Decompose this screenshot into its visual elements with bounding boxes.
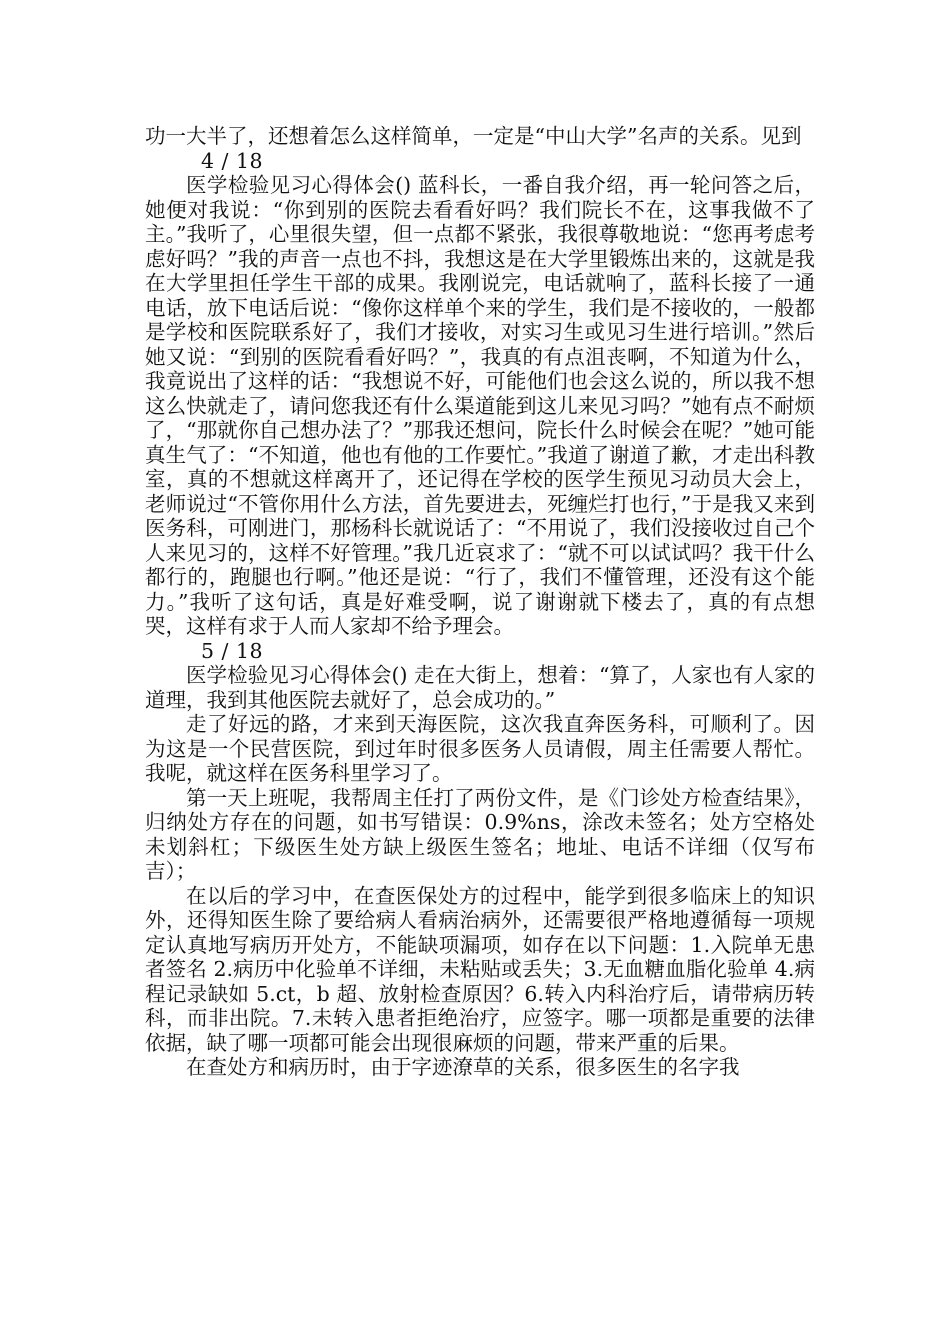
- paragraph-continuation: 功一大半了，还想着怎么这样简单，一定是“中山大学”名声的关系。见到: [145, 124, 802, 148]
- paragraph: 第一天上班呢，我帮周主任打了两份文件，是《门诊处方检查结果》，归纳处方存在的问题，如书写错误：0.9%ns，涂改未签名；处方空格处未划斜杠；下级医生处方缺上级医生签名；地址、电话不详细（仅写布吉）；: [145, 785, 815, 883]
- page-number: 4 / 18: [201, 148, 264, 173]
- paragraph: 医学检验见习心得体会() 蓝科长，一番自我介绍，再一轮问答之后，她便对我说：“你到别的医院去看看好吗？我们院长不在，这事我做不了主。”我听了，心里很失望，但一点都不紧张，我很尊敬地说：“您再考虑考虑好吗？”我的声音一点也不抖，我想这是在大学里锻炼出来的，这就是我在大学里担任学生干部的成果。我刚说完，电话就响了，蓝科长接了一通电话，放下电话后说：“像你这样单个来的学生，我们是不接收的，一般都是学校和医院联系好了，我们才接收，对实习生或见习生进行培训。”然后她又说：“到别的医院看看好吗？”，我真的有点沮丧啊，不知道为什么，我竟说出了这样的话：“我想说不好，可能他们也会这么说的，所以我不想这么快就走了，请问您我还有什么渠道能到这儿来见习吗？”她有点不耐烦了，“那就你自己想办法了？”那我还想问，院长什么时候会在呢？”她可能真生气了：“不知道，他也有他的工作要忙。”我道了谢道了歉，才走出科教室，真的不想就这样离开了，还记得在学校的医学生预见习动员大会上，老师说过“不管你用什么方法，首先要进去，死缠烂打也行，”于是我又来到医务科，可刚进门，那杨科长就说话了：“不用说了，我们没接收过自己个人来见习的，这样不好管理。”我几近哀求了：“就不可以试试吗？我干什么都行的，跑腿也行啊。”他还是说：“行了，我们不懂管理，还没有这个能力。”我听了这句话，真是好难受啊，说了谢谢就下楼去了，真的有点想哭，这样有求于人而人家却不给予理会。: [145, 173, 815, 638]
- paragraph: 在以后的学习中，在查医保处方的过程中，能学到很多临床上的知识外，还得知医生除了要给病人看病治病外，还需要很严格地遵循每一项规定认真地写病历开处方，不能缺项漏项，如存在以下问题：1.入院单无患者签名 2.病历中化验单不详细，未粘贴或丢失；3.无血糖血脂化验单 4.病程记录缺如 5.ct，b 超、放射检查原因？6.转入内科治疗后，请带病历转科，而非出院。7.未转入患者拒绝治疗，应签字。哪一项都是重要的法律依据，缺了哪一项都可能会出现很麻烦的问题，带来严重的后果。: [145, 883, 815, 1055]
- page-number: 5 / 18: [201, 638, 264, 663]
- document-body: [145, 124, 815, 1080]
- paragraph: 走了好远的路，才来到天海医院，这次我直奔医务科，可顺利了。因为这是一个民营医院，到过年时很多医务人员请假，周主任需要人帮忙。我呢，就这样在医务科里学习了。: [145, 712, 815, 785]
- paragraph: 在查处方和病历时，由于字迹潦草的关系，很多医生的名字我: [186, 1055, 740, 1079]
- paragraph: 医学检验见习心得体会() 走在大街上，想着：“算了，人家也有人家的道理，我到其他医院去就好了，总会成功的。”: [145, 663, 815, 712]
